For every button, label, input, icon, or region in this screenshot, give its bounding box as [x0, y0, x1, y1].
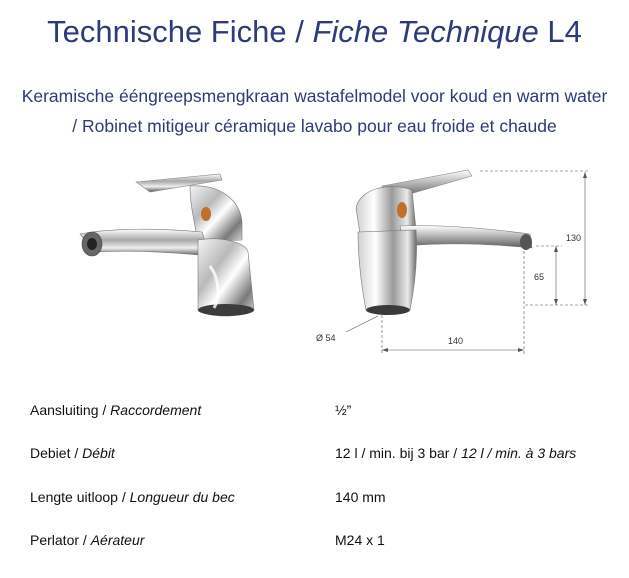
spec-label-dutch: Aansluiting /	[30, 402, 107, 418]
spec-label	[30, 402, 201, 418]
faucet-side-view-icon	[70, 170, 270, 325]
title-french: Fiche Technique	[312, 14, 539, 49]
spec-value-dutch: M24 x 1	[335, 532, 385, 548]
title-model: L4	[547, 14, 582, 49]
spec-value	[335, 532, 385, 548]
title-dutch: Technische Fiche /	[47, 14, 304, 49]
dimension-height-spout: 65	[534, 272, 545, 282]
spec-label-dutch: Lengte uitloop /	[30, 489, 126, 505]
spec-label	[30, 445, 115, 461]
spec-label-dutch: Debiet /	[30, 445, 79, 461]
spec-value	[335, 402, 351, 418]
spec-value-dutch: 12 l / min. bij 3 bar /	[335, 445, 458, 461]
spec-label-french: Débit	[82, 445, 115, 461]
faucet-dimension-drawing-icon	[300, 160, 600, 365]
spec-value-dutch: 140 mm	[335, 489, 386, 505]
spec-label-french: Aérateur	[90, 532, 145, 548]
dimension-height-total: 130	[566, 233, 582, 243]
spec-value-dutch: ½”	[335, 402, 352, 418]
spec-value	[335, 445, 576, 461]
spec-row-aerator	[30, 532, 620, 552]
spec-label-french: Raccordement	[110, 402, 202, 418]
spec-label-french: Longueur du bec	[129, 489, 235, 505]
spec-label	[30, 532, 144, 548]
subtitle-dutch: Keramische ééngreepsmengkraan wastafelmodel voor koud en warm water	[21, 86, 608, 106]
spec-label-dutch: Perlator /	[30, 532, 87, 548]
spec-value	[335, 489, 386, 505]
spec-row-flow	[30, 445, 620, 465]
dimension-base-diameter: Ø 54	[316, 333, 336, 343]
spec-label	[30, 489, 235, 505]
page-title	[0, 14, 629, 50]
dimension-spout-length: 140	[448, 336, 464, 346]
spec-row-spout-length	[30, 489, 620, 509]
subtitle-french: / Robinet mitigeur céramique lavabo pour eau froide et chaude	[72, 116, 557, 136]
spec-value-french: 12 l / min. à 3 bars	[461, 445, 577, 461]
spec-row-connection	[30, 402, 620, 422]
